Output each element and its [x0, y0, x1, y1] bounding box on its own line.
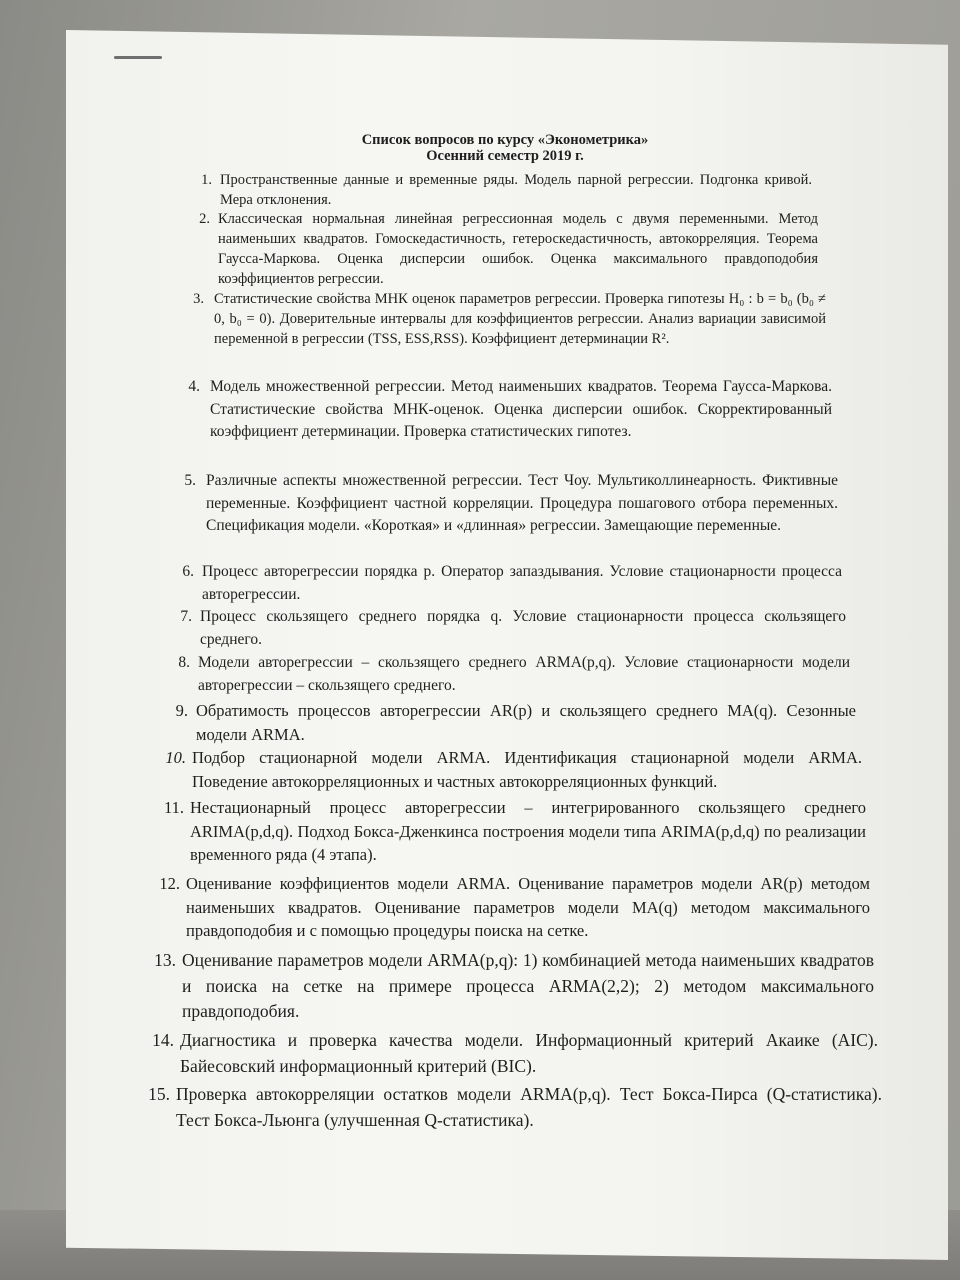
item-text: Обратимость процессов авторегрессии AR(p) и скользящего среднего MA(q). Сезонные модели ARMA.: [196, 701, 856, 744]
item-text: Модель множественной регрессии. Метод наименьших квадратов. Теорема Гаусса-Маркова. Статистические свойства МНК-оценок. Оценка дисперсии ошибок. Скорректированный коэффициент детерминации. Проверка статистических гипотез.: [210, 378, 832, 440]
document-title: [180, 132, 830, 164]
item-text: Оценивание параметров модели ARMA(p,q): 1) комбинацией метода наименьших квадратов и поиска на сетке на примере процесса ARMA(2,2); 2) методом максимального правдоподобия.: [182, 950, 874, 1021]
item-text: Различные аспекты множественной регрессии. Тест Чоу. Мультиколлинеарность. Фиктивные переменные. Коэффициент частной корреляции. Процедура пошагового отбора переменных. Спецификация модели. «Короткая» и «длинная» регрессии. Замещающие переменные.: [206, 472, 838, 534]
item-text: Процесс авторегрессии порядка p. Оператор запаздывания. Условие стационарности процесса авторегрессии.: [202, 563, 842, 603]
list-item: [193, 289, 826, 349]
item-text: Диагностика и проверка качества модели. Информационный критерий Акаике (AIC). Байесовский информационный критерий (BIC).: [180, 1030, 878, 1076]
item-text: Оценивание коэффициентов модели ARMA. Оценивание параметров модели AR(p) методом наименьших квадратов. Оценивание параметров модели MA(q) методом максимального правдоподобия и с помощью процедуры поиска на сетке.: [186, 874, 870, 940]
list-item: [182, 561, 842, 606]
list-item: [163, 796, 866, 867]
item-text: Классическая нормальная линейная регрессионная модель с двумя переменными. Метод наименьших квадратов. Гомоскедастичность, гетероскедастичность, автокорреляция. Теорема Гаусса-Маркова. Оценка дисперсии ошибок. Оценка максимального правдоподобия коэффициентов регрессии.: [218, 211, 818, 287]
item-number: 7.: [180, 608, 192, 625]
item-number: 8.: [178, 654, 190, 671]
item-number: 5.: [184, 472, 196, 489]
item-text: Проверка автокорреляции остатков модели ARMA(p,q). Тест Бокса-Пирса (Q-статистика). Тест Бокса-Льюнга (улучшенная Q-статистика).: [176, 1084, 882, 1130]
list-item: [180, 606, 846, 651]
staple: [114, 56, 162, 59]
item-text: Нестационарный процесс авторегрессии – интегрированного скользящего среднего ARIMA(p,d,q). Подход Бокса-Дженкинса построения модели типа ARIMA(p,d,q) по реализации временного ряда (4 этапа).: [190, 798, 866, 864]
item-number: 1.: [201, 172, 212, 188]
item-number: 9.: [175, 701, 188, 720]
item-number: 11.: [163, 798, 184, 817]
item-number: 15.: [148, 1084, 170, 1104]
list-item: [184, 470, 838, 538]
item-number: 14.: [152, 1030, 174, 1050]
title-line-1: Список вопросов по курсу «Эконометрика»: [361, 132, 649, 148]
list-item: [165, 746, 862, 793]
list-item: [175, 699, 856, 746]
list-item: [201, 170, 812, 210]
title-line-2: Осенний семестр 2019 г.: [426, 148, 584, 164]
item-text: Процесс скользящего среднего порядка q. Условие стационарности процесса скользящего среднего.: [200, 608, 846, 648]
list-item: [188, 376, 832, 444]
list-item: [199, 209, 818, 289]
item-text: Пространственные данные и временные ряды. Модель парной регрессии. Подгонка кривой. Мера отклонения.: [220, 172, 812, 208]
item-number: 2.: [199, 211, 210, 227]
list-item: [154, 948, 874, 1025]
item-number: 12.: [159, 874, 180, 893]
item-number: 3.: [193, 291, 204, 307]
item-number: 10.: [165, 748, 186, 767]
item-text: Подбор стационарной модели ARMA. Идентификация стационарной модели ARMA. Поведение автокорреляционных и частных автокорреляционных функций.: [192, 748, 862, 791]
list-item: [178, 652, 850, 697]
list-item: [159, 872, 870, 943]
item-number: 4.: [188, 378, 200, 395]
item-text: Статистические свойства МНК оценок параметров регрессии. Проверка гипотезы H₀ : b = b₀ (b₀ ≠ 0, b₀ = 0). Доверительные интервалы для коэффициентов регрессии. Анализ вариации зависимой переменной в регрессии (TSS, ESS,RSS). Коэффициент детерминации R².: [214, 291, 826, 347]
item-number: 6.: [182, 563, 194, 580]
list-item: [152, 1028, 878, 1079]
list-item: [148, 1082, 882, 1133]
item-text: Модели авторегрессии – скользящего среднего ARMA(p,q). Условие стационарности модели авторегрессии – скользящего среднего.: [198, 654, 850, 694]
item-number: 13.: [154, 950, 176, 970]
